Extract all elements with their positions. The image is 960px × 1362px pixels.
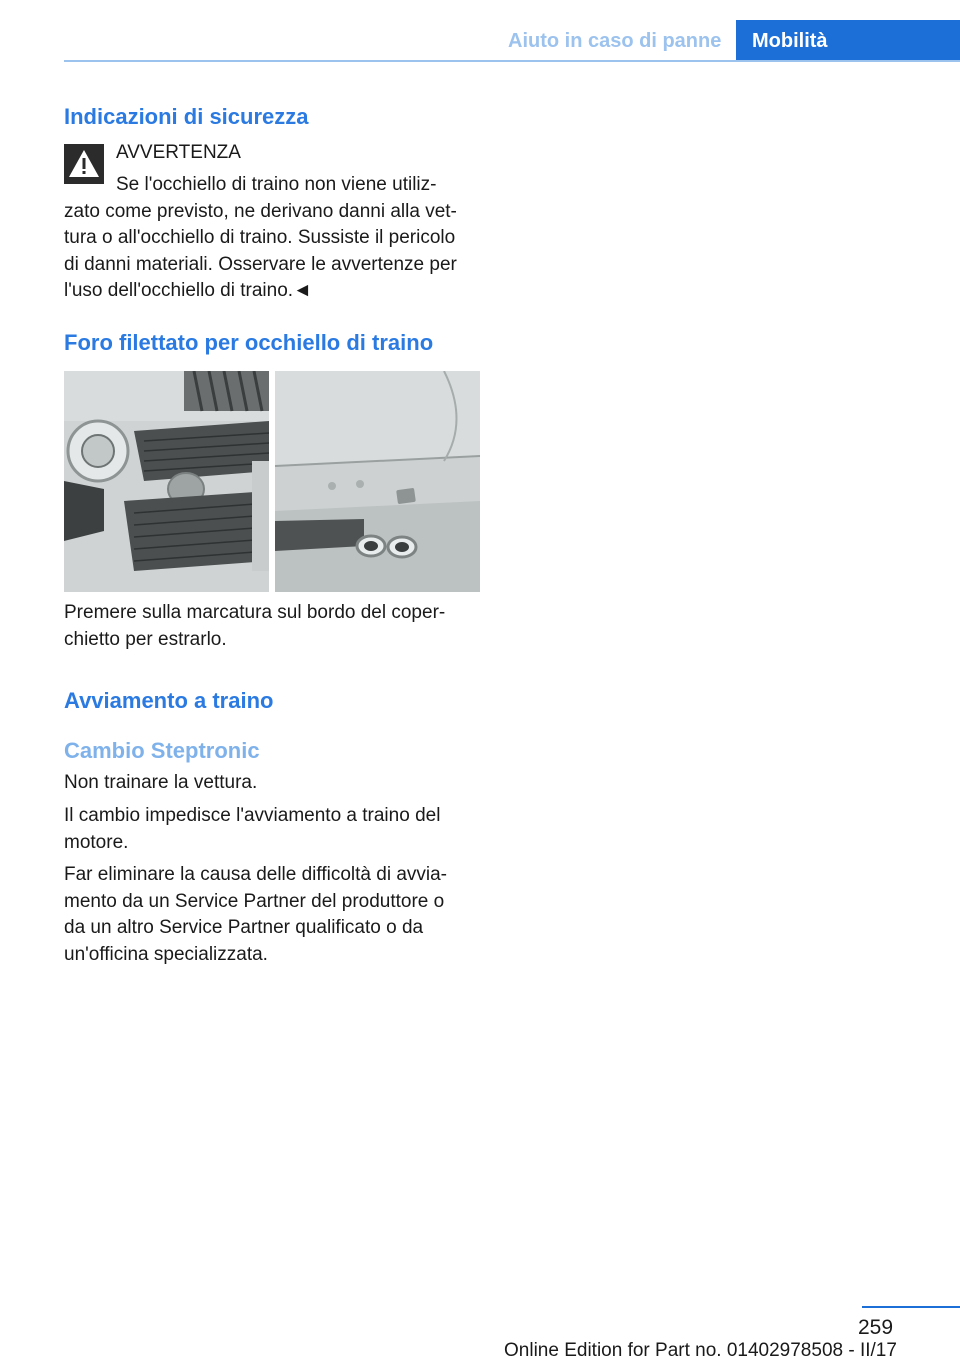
tow-start-line: mento da un Service Partner del produttore o	[64, 890, 445, 912]
threaded-hole-line: chietto per estrarlo.	[64, 628, 227, 650]
header-chapter-tab	[736, 20, 960, 62]
warning-label: AVVERTENZA	[116, 142, 241, 163]
tow-start-line: un'officina specializzata.	[64, 943, 268, 965]
page-number: 259	[858, 1316, 894, 1339]
threaded-hole-heading: Foro filettato per occhiello di traino	[64, 330, 434, 355]
tow-start-line: Il cambio impedisce l'avviamento a traino del	[64, 805, 441, 826]
tow-start-para1	[64, 770, 484, 797]
tow-start-line: da un altro Service Partner qualificato o da	[64, 917, 424, 938]
warning-line: di danni materiali. Osservare le avvertenze per	[64, 253, 457, 275]
warning-line: tura o all'occhiello di traino. Sussiste il pericolo	[64, 227, 456, 248]
warning-line: Se l'occhiello di traino non viene utiliz‐	[116, 174, 437, 195]
steptronic-subheading: Cambio Steptronic	[64, 738, 260, 763]
edition-note: Online Edition for Part no. 01402978508 - II/17	[504, 1340, 897, 1361]
tow-eye-cover-figure	[64, 371, 480, 592]
warning-line: l'uso dell'occhiello di traino.◄	[64, 280, 312, 301]
header-section-title: Aiuto in caso di panne	[508, 30, 722, 52]
tow-start-line: Far eliminare la causa delle difficoltà di avvia‐	[64, 864, 447, 885]
tow-start-line: Non trainare la vettura.	[64, 772, 258, 793]
tow-start-para3	[64, 862, 484, 968]
threaded-hole-line: Premere sulla marcatura sul bordo del coper‐	[64, 602, 446, 623]
tow-start-heading: Avviamento a traino	[64, 688, 274, 713]
warning-text	[64, 172, 484, 305]
tow-start-line: motore.	[64, 831, 129, 853]
header-rule	[64, 60, 960, 62]
header-chapter-label: Mobilità	[752, 30, 828, 52]
tow-start-para2	[64, 803, 484, 856]
warning-line: zato come previsto, ne derivano danni alla vet‐	[64, 200, 457, 222]
threaded-hole-text	[64, 600, 484, 653]
footer-rule	[862, 1306, 960, 1308]
safety-heading: Indicazioni di sicurezza	[64, 104, 309, 129]
